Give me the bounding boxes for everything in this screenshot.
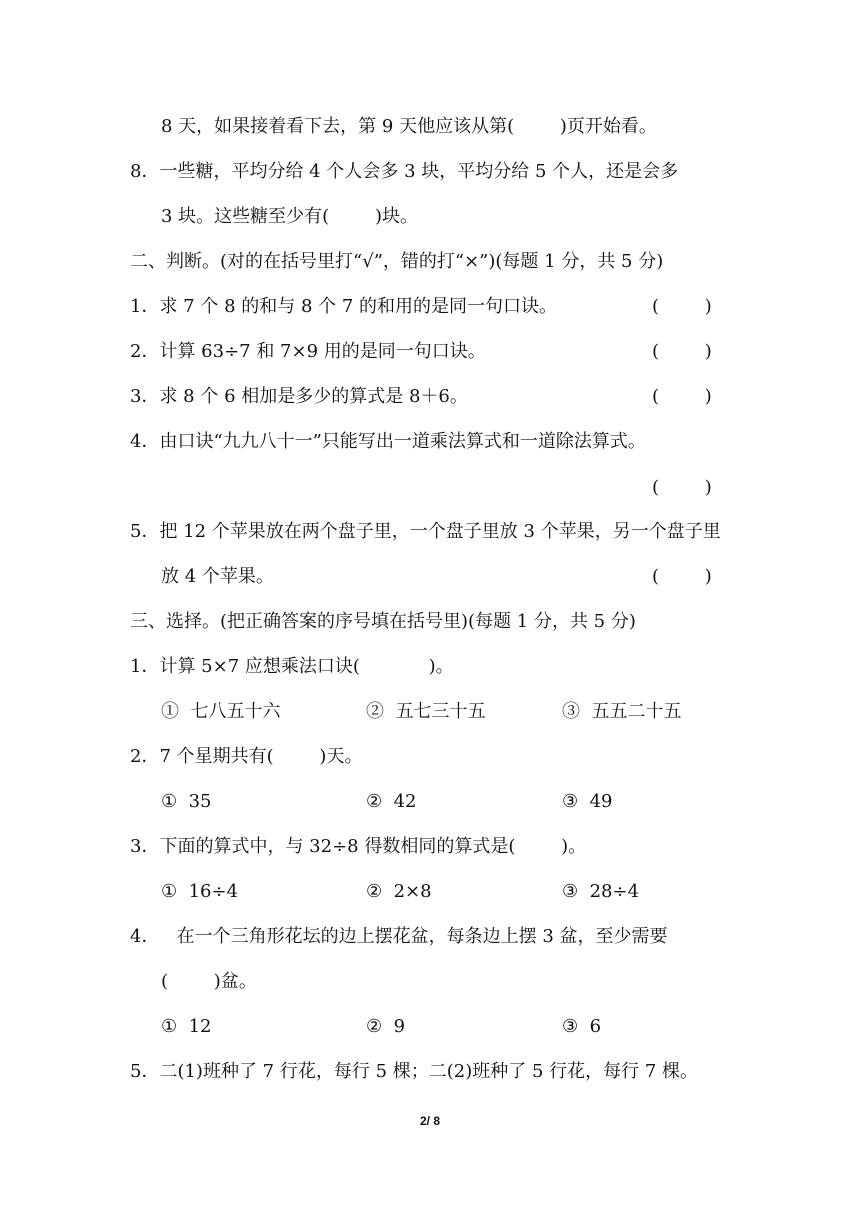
judge-item-3: 3．求 8 个 6 相加是多少的算式是 8＋6。: [130, 386, 468, 407]
text-line-q8: 8．一些糖，平均分给 4 个人会多 3 块，平均分给 5 个人，还是会多: [130, 161, 679, 182]
answer-blank-judge-5[interactable]: ( ): [652, 566, 712, 587]
choice-1-option-2[interactable]: ② 五七三十五: [366, 701, 486, 722]
choice-2-option-2[interactable]: ② 42: [366, 791, 417, 812]
text-line-q7-cont: 8 天，如果接着看下去，第 9 天他应该从第( )页开始看。: [161, 116, 657, 137]
choice-4-option-1[interactable]: ① 12: [161, 1016, 212, 1037]
choice-item-5: 5．二(1)班种了 7 行花，每行 5 棵；二(2)班种了 5 行花，每行 7 棵。: [130, 1061, 699, 1082]
judge-item-5: 5．把 12 个苹果放在两个盘子里，一个盘子里放 3 个苹果，另一个盘子里: [130, 521, 721, 542]
choice-1-option-3[interactable]: ③ 五五二十五: [562, 701, 682, 722]
choice-3-option-1[interactable]: ① 16÷4: [161, 881, 239, 902]
section-heading-choice: 三、选择。(把正确答案的序号填在括号里)(每题 1 分，共 5 分): [130, 611, 636, 632]
choice-4-option-3[interactable]: ③ 6: [562, 1016, 602, 1037]
choice-4-option-2[interactable]: ② 9: [366, 1016, 406, 1037]
answer-blank-judge-3[interactable]: ( ): [652, 386, 712, 407]
choice-1-option-1[interactable]: ① 七八五十六: [161, 701, 281, 722]
choice-3-option-3[interactable]: ③ 28÷4: [562, 881, 640, 902]
choice-item-3: 3．下面的算式中，与 32÷8 得数相同的算式是( )。: [130, 836, 587, 857]
section-heading-judge: 二、判断。(对的在括号里打“√”，错的打“×”)(每题 1 分，共 5 分): [130, 251, 664, 272]
choice-2-option-3[interactable]: ③ 49: [562, 791, 613, 812]
answer-blank-judge-2[interactable]: ( ): [652, 341, 712, 362]
choice-item-1: 1．计算 5×7 应想乘法口诀( )。: [130, 656, 454, 677]
page-number: 2/ 8: [419, 1114, 440, 1128]
text-line-q8-cont: 3 块。这些糖至少有( )块。: [161, 206, 418, 227]
judge-item-1: 1．求 7 个 8 的和与 8 个 7 的和用的是同一句口诀。: [130, 296, 558, 317]
choice-item-4: 4． 在一个三角形花坛的边上摆花盆，每条边上摆 3 盆，至少需要: [130, 926, 668, 947]
judge-item-5-cont: 放 4 个苹果。: [161, 566, 274, 587]
answer-blank-judge-4[interactable]: ( ): [652, 477, 712, 498]
judge-item-2: 2．计算 63÷7 和 7×9 用的是同一句口诀。: [130, 341, 486, 362]
choice-item-2: 2．7 个星期共有( )天。: [130, 746, 363, 767]
choice-item-4-cont: ( )盆。: [161, 971, 257, 992]
answer-blank-judge-1[interactable]: ( ): [652, 296, 712, 317]
choice-3-option-2[interactable]: ② 2×8: [366, 881, 432, 902]
judge-item-4: 4．由口诀“九九八十一”只能写出一道乘法算式和一道除法算式。: [130, 431, 646, 452]
choice-2-option-1[interactable]: ① 35: [161, 791, 212, 812]
